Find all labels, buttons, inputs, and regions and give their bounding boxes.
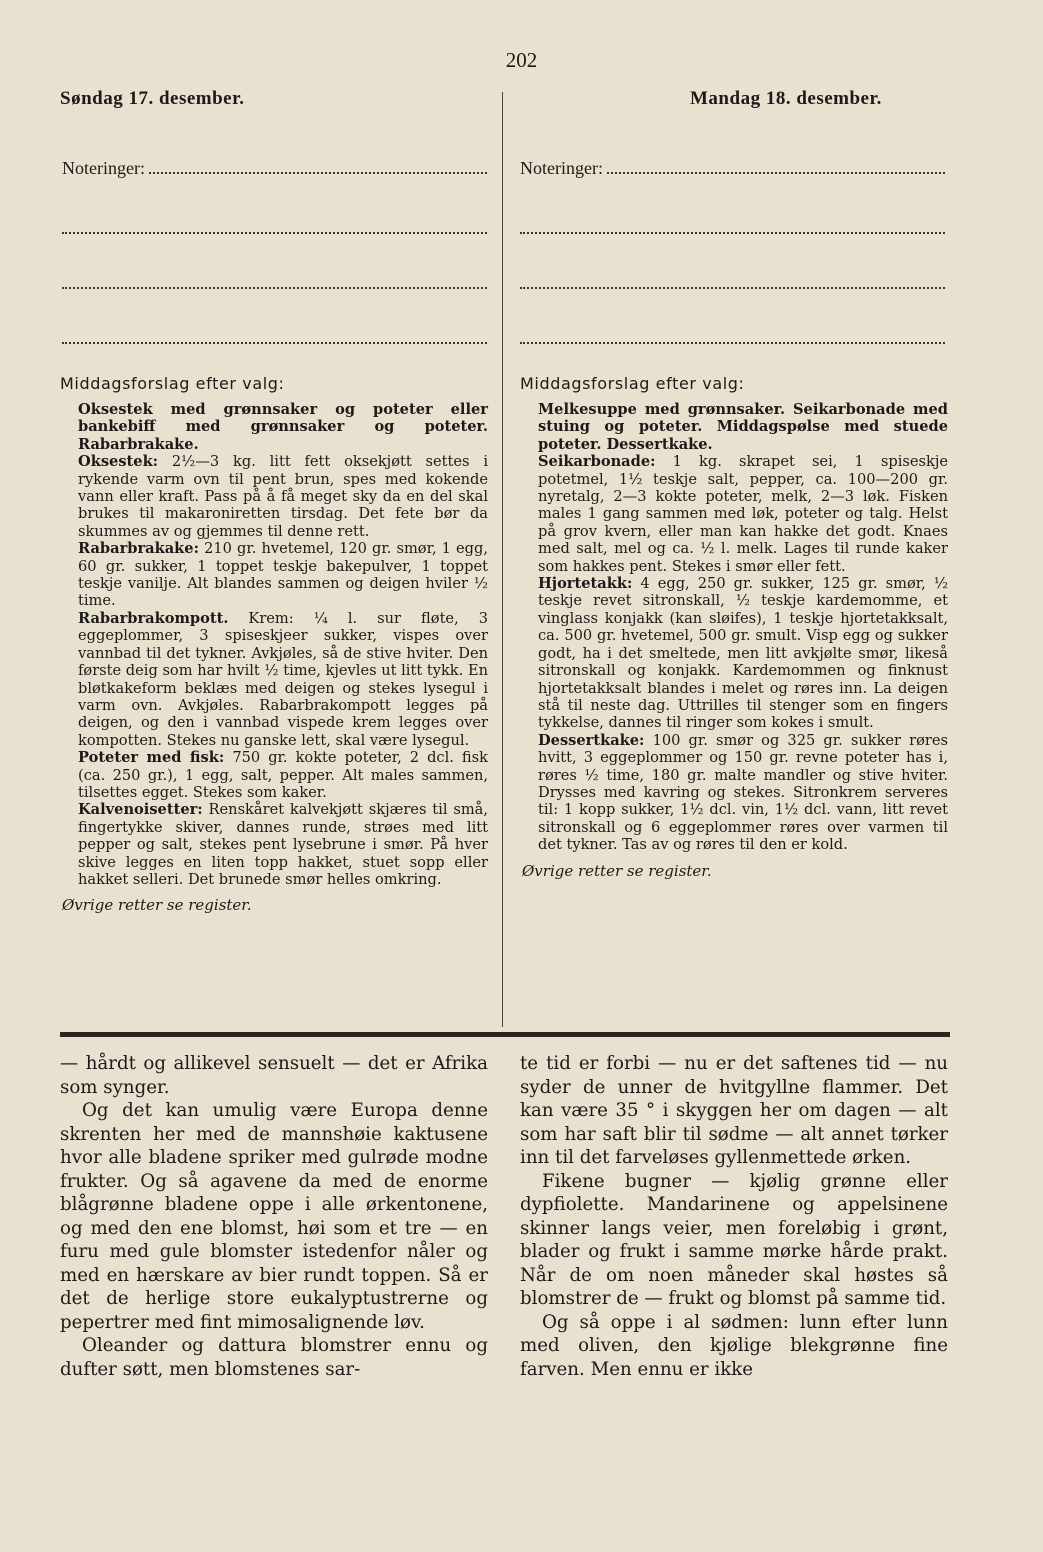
day-title-left: Søndag 17. desember. (60, 88, 245, 109)
more-recipes-note: Øvrige retter se register. (62, 896, 252, 915)
day-title-right: Mandag 18. desember. (690, 88, 882, 109)
recipe (60, 453, 488, 540)
recipe-name: Hjortetakk: (538, 575, 633, 593)
story-paragraph: te tid er forbi — nu er det saftenes tid — nu syder de unner de hvitgyllne flammer. Det kan være 35 ° i skyggen her om dagen — alt som har saft blir til sødme — alt annet tørker inn til det farveløses gyllenmettede ørken. (520, 1053, 948, 1168)
notes-label: Noteringer: (62, 158, 145, 178)
menu-intro: Melkesuppe med grønnsaker. Seikarbonade med stuing og poteter. Middagspølse med stuede poteter. Dessertkake. (538, 401, 948, 453)
notes-dotted-line (607, 171, 945, 174)
notes-dotted-line (62, 286, 487, 289)
menu-intro: Oksestek med grønnsaker og poteter eller bankebiff med grønnsaker og poteter. Rabarbrakake. (78, 401, 488, 453)
story-column-right (520, 1052, 948, 1381)
story-paragraph: Og så oppe i al sødmen: lunn efter lunn med oliven, den kjølige blekgrønne fine farven. Men ennu er ikke (520, 1311, 948, 1380)
recipe-name: Seikarbonade: (538, 453, 656, 471)
notes-section-left (62, 158, 487, 344)
recipe-text: Renskåret kalvekjøtt skjæres til små, fingertykke skiver, dannes runde, strøes med litt pepper og salt, stekes pent lysebrune i smør. På hver skive legges en liten topp hakket, stuet sopp eller hakket selleri. Det brunede smør helles omkring. (78, 801, 489, 888)
recipe-name: Rabarbrakompott. (78, 609, 229, 627)
story-paragraph: — hårdt og allikevel sensuelt — det er Afrika som synger. (60, 1053, 488, 1098)
story-paragraph: Og det kan umulig være Europa denne skrenten her med de mannshøie kaktusene hvor alle bladene spriker med gulrøde modne frukter. Og så agavene da med de enorme blågrønne bladene oppe i alle ørkentonene, og med den ene blomst, høi som et tre — en furu med gule blomster istedenfor nåler og med en hærskare av bier rundt toppen. Så er det de herlige store eukalyptustrerne og pepertrer med fint mimosalignende løv. (60, 1100, 488, 1333)
menu-heading: Middagsforslag efter valg: (520, 374, 745, 393)
recipe-name: Dessertkake: (538, 731, 645, 749)
menu-heading: Middagsforslag efter valg: (60, 374, 285, 393)
recipe (60, 749, 488, 801)
recipe-text: 210 gr. hvetemel, 120 gr. smør, 1 egg, 60 gr. sukker, 1 toppet teskje bakepulver, 1 toppet teskje vanilje. Alt blandes sammen og deigen hviler ½ time. (78, 540, 489, 610)
recipe-text: 750 gr. kokte poteter, 2 dcl. fisk (ca. 250 gr.), 1 egg, salt, pepper. Alt males sammen, tilsettes egget. Stekes som kaker. (78, 749, 488, 801)
page-number: 202 (505, 48, 538, 72)
recipe-text: 4 egg, 250 gr. sukker, 125 gr. smør, ½ teskje revet sitronskall, ½ teskje kardemomme, et vinglass konjakk (kan sløifes), 1 teskje hjortetakksalt, ca. 500 gr. hvetemel, 500 gr. smult. Visp egg og sukker godt, ha i det smeltede, men litt avkjølte smør, likeså sitronskall og konjakk. Kardemommen og finknust hjortetakksalt blandes i melet og røres inn. La deigen stå til neste dag. Uttrilles til stenger som en fingers tykkelse, dannes til ringer som kokes i smult. (538, 575, 949, 732)
section-divider (60, 1032, 950, 1037)
recipe-text: 100 gr. smør og 325 gr. sukker røres hvitt, 3 eggeplommer og 150 gr. revne poteter has i, røres ½ time, 180 gr. malte mandler og stive hviter. Drysses med kavring og stekes. Sitronkrem serveres til: 1 kopp sukker, 1½ dcl. vin, 1½ dcl. vann, litt revet sitronskall og 6 eggeplommer røres over varmen til det tykner. Tas av og røres til den er kold. (538, 731, 948, 854)
notes-section-right (520, 158, 945, 344)
recipe (60, 801, 488, 888)
recipe (60, 540, 488, 610)
recipe (520, 575, 948, 732)
recipe-text: 2½—3 kg. litt fett oksekjøtt settes i rykende varm ovn til pent brun, spes med kokende vann eller kraft. Pass på å få meget sky da en del skal brukes til makaroniretten tirsdag. Det fete bør da skummes av og gjemmes til denne rett. (78, 453, 488, 540)
notes-dotted-line (520, 341, 945, 344)
recipe-name: Rabarbrakake: (78, 540, 199, 558)
recipe (520, 453, 948, 575)
notes-label: Noteringer: (520, 158, 603, 178)
column-divider (502, 92, 503, 1027)
menu-column-left (60, 374, 488, 914)
recipe-text: 1 kg. skrapet sei, 1 spiseskje potetmel, 1½ teskje salt, pepper, ca. 100—200 gr. nyretalg, 2—3 kokte poteter, melk, 2—3 løk. Fisken males 1 gang sammen med løk, poteter og talg. Helst på grov kvern, eller man kan hakke det godt. Knaes med salt, mel og ca. ½ l. melk. Lages til runde kaker som hakkes pent. Stekes i smør eller fett. (538, 453, 949, 575)
menu-column-right (520, 374, 948, 880)
recipe-name: Kalvenoisetter: (78, 801, 203, 819)
recipe-name: Oksestek: (78, 453, 159, 471)
story-column-left (60, 1052, 488, 1381)
notes-dotted-line (520, 286, 945, 289)
story-paragraph: Oleander og dattura blomstrer ennu og dufter søtt, men blomstenes sar- (60, 1335, 488, 1380)
notes-dotted-line (520, 231, 945, 234)
more-recipes-note: Øvrige retter se register. (522, 861, 712, 880)
recipe (60, 610, 488, 749)
recipe-name: Poteter med fisk: (78, 749, 225, 767)
recipe (520, 732, 948, 854)
notes-dotted-line (149, 171, 487, 174)
notes-dotted-line (62, 231, 487, 234)
story-paragraph: Fikene bugner — kjølig grønne eller dypfiolette. Mandarinene og appelsinene skinner langs veier, men foreløbig i grønt, blader og frukt i samme mørke hårde prakt. Når de om noen måneder skal høstes så blomstrer de — frukt og blomst på samme tid. (520, 1170, 948, 1309)
notes-dotted-line (62, 341, 487, 344)
recipe-text: Krem: ¼ l. sur fløte, 3 eggeplommer, 3 spiseskjeer sukker, vispes over vannbad til det tykner. Avkjøles, så de stive hviter. Den første deig som har hvilt ½ time, kjevles ut litt tykk. En bløtkakeform beklæs med deigen og stekes lysegul i varm ovn. Avkjøles. Rabarbrakompott legges på deigen, og den i vannbad vispede krem legges over kompotten. Stekes nu ganske lett, skal være lysegul. (78, 609, 488, 749)
